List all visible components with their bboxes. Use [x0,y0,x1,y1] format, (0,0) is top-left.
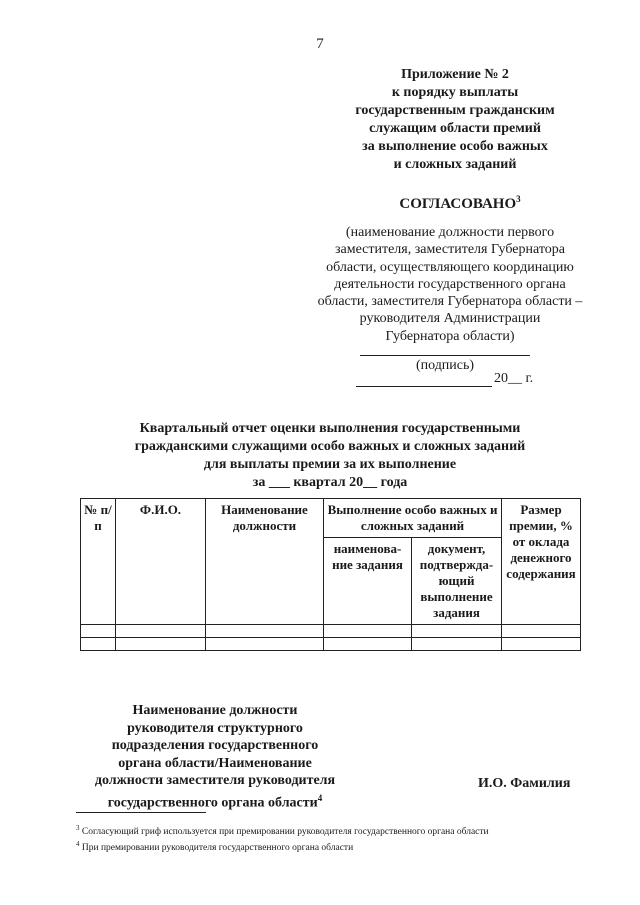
footnote-text: При премировании руководителя государственного органа области [79,843,354,854]
date-year-label: 20__ г. [494,371,534,386]
report-title-line: Квартальный отчет оценки выполнения государственными [139,421,521,436]
footnote-3 [76,822,489,838]
header-bonus-size: Размер премии, % от оклада денежного содержания [502,499,581,625]
signer-line: подразделения государственного [111,738,319,753]
position-line: деятельности государственного органа [334,276,566,292]
approval-heading [360,194,560,213]
table-row [81,625,581,638]
report-title-line: гражданскими служащими особо важных и сложных заданий [134,439,526,454]
signer-line: должности заместителя руководителя [94,773,336,788]
approval-heading-text: СОГЛАСОВАНО [399,196,517,212]
page-number: 7 [316,36,324,52]
table-cell [502,625,581,638]
signer-name: И.О. Фамилия [478,776,571,791]
footnote-4 [76,838,353,854]
table-header-row [81,499,581,538]
table-cell [324,638,412,651]
appendix-line: и сложных заданий [393,157,517,172]
appendix-line: Приложение № 2 [401,67,509,82]
header-position: Наименование должности [206,499,324,625]
table-cell [502,638,581,651]
report-title [120,420,540,492]
signature-label: (подпись) [415,358,475,373]
report-table [80,498,581,651]
appendix-line: за выполнение особо важных [362,139,548,154]
table-cell [412,625,502,638]
position-line: (наименование должности первого [345,225,555,240]
date-line [356,386,492,387]
signer-line [70,790,360,812]
table-row [81,638,581,651]
footnote-ref: 3 [516,194,521,204]
signer-line: Наименование должности [132,703,298,718]
appendix-line: к порядку выплаты [391,85,519,100]
report-title-line: за ___ квартал 20__ года [252,475,408,490]
footnote-mark: 3 [76,824,80,832]
header-num: № п/п [81,499,116,625]
signature-line [360,355,530,356]
signer-line-text: государственного органа области [107,795,318,811]
table-cell [206,638,324,651]
appendix-header [330,66,580,174]
header-task-name: наименова-ние задания [324,538,412,625]
table-cell [412,638,502,651]
footnote-ref: 4 [317,792,323,803]
footnote-mark: 4 [76,840,80,848]
position-line: области, осуществляющего координацию [326,259,574,275]
position-line: руководителя Администрации [359,311,541,327]
table-cell [116,638,206,651]
signer-line: руководителя структурного [127,720,303,736]
header-full-name: Ф.И.О. [116,499,206,625]
signer-position [70,702,360,812]
table-cell [116,625,206,638]
position-line: области, заместителя Губернатора области – [317,294,583,310]
footnote-text: Согласующий гриф используется при премировании руководителя государственного органа области [79,827,489,838]
header-task-execution: Выполнение особо важных и сложных заданий [324,499,502,538]
table-cell [81,625,116,638]
position-line: заместителя, заместителя Губернатора [334,242,565,258]
table-cell [206,625,324,638]
approver-position-description [300,224,600,345]
position-line: Губернатора области) [385,328,515,344]
appendix-line: служащим области премий [369,121,541,136]
appendix-line: государственным гражданским [355,103,555,118]
table-cell [324,625,412,638]
report-title-line: для выплаты премии за их выполнение [203,457,457,472]
table-cell [81,638,116,651]
signer-line: органа области/Наименование [118,755,312,771]
header-confirming-document: документ, подтвержда-ющий выполнение задания [412,538,502,625]
footnote-separator [76,812,206,813]
